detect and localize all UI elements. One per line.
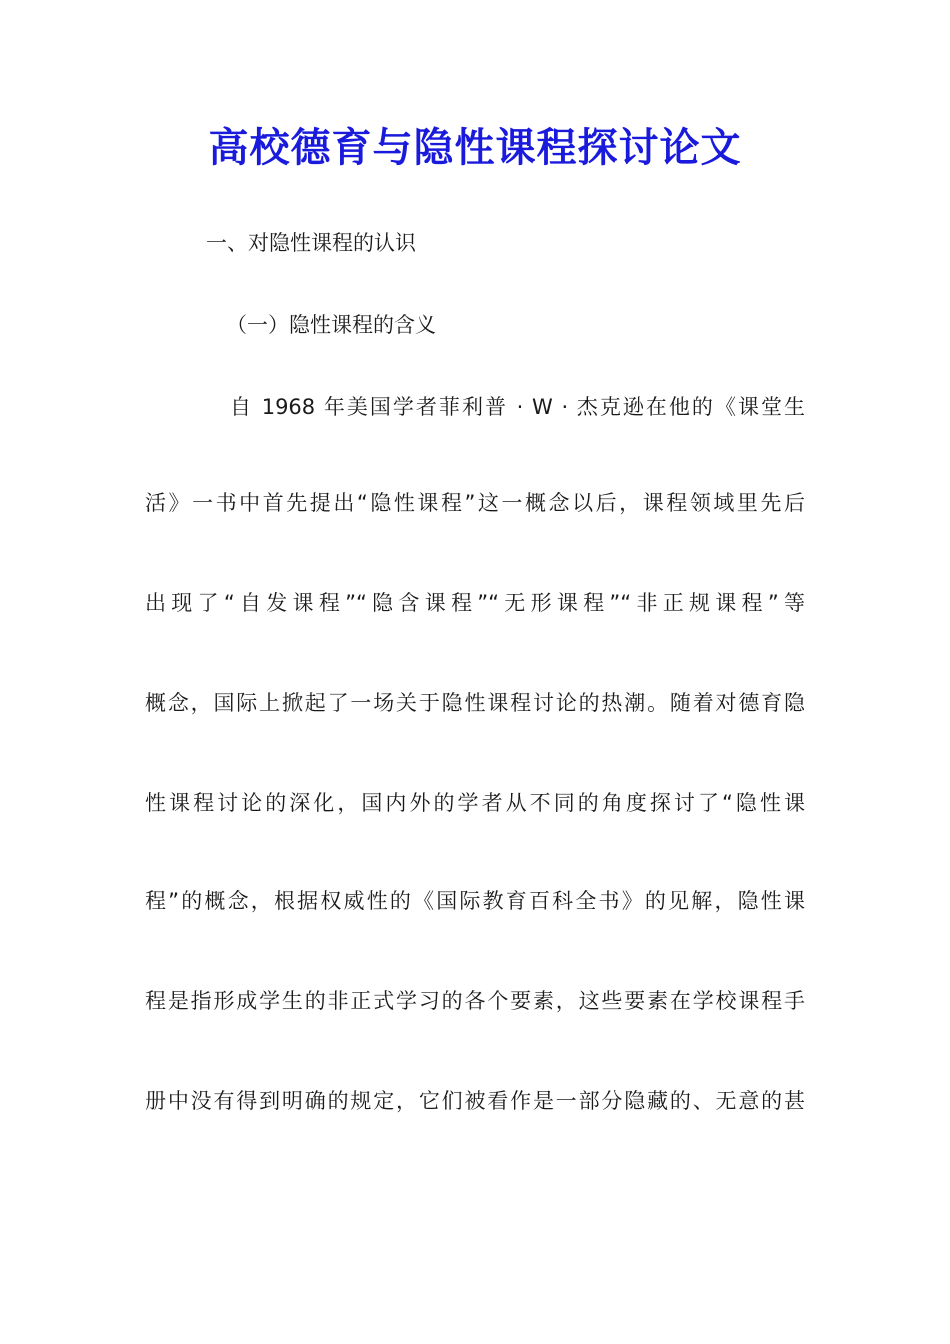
paragraph-line: 出现了“自发课程”“隐含课程”“无形课程”“非正规课程”等	[145, 591, 805, 615]
paragraph-line: 性课程讨论的深化，国内外的学者从不同的角度探讨了“隐性课	[145, 791, 805, 815]
paragraph-line: 程是指形成学生的非正式学习的各个要素，这些要素在学校课程手	[145, 989, 805, 1013]
paragraph-line: 活》一书中首先提出“隐性课程”这一概念以后，课程领域里先后	[145, 491, 805, 515]
paragraph-line: 自 1968 年美国学者菲利普 · W · 杰克逊在他的《课堂生	[230, 395, 805, 419]
subsection-heading: （一）隐性课程的含义	[226, 313, 436, 337]
document-title: 高校德育与隐性课程探讨论文	[208, 124, 742, 171]
section-heading: 一、对隐性课程的认识	[206, 231, 416, 255]
paragraph-line: 概念，国际上掀起了一场关于隐性课程讨论的热潮。随着对德育隐	[145, 691, 805, 715]
paragraph-line: 程”的概念，根据权威性的《国际教育百科全书》的见解，隐性课	[145, 889, 805, 913]
paragraph-line: 册中没有得到明确的规定，它们被看作是一部分隐藏的、无意的甚	[145, 1089, 805, 1113]
